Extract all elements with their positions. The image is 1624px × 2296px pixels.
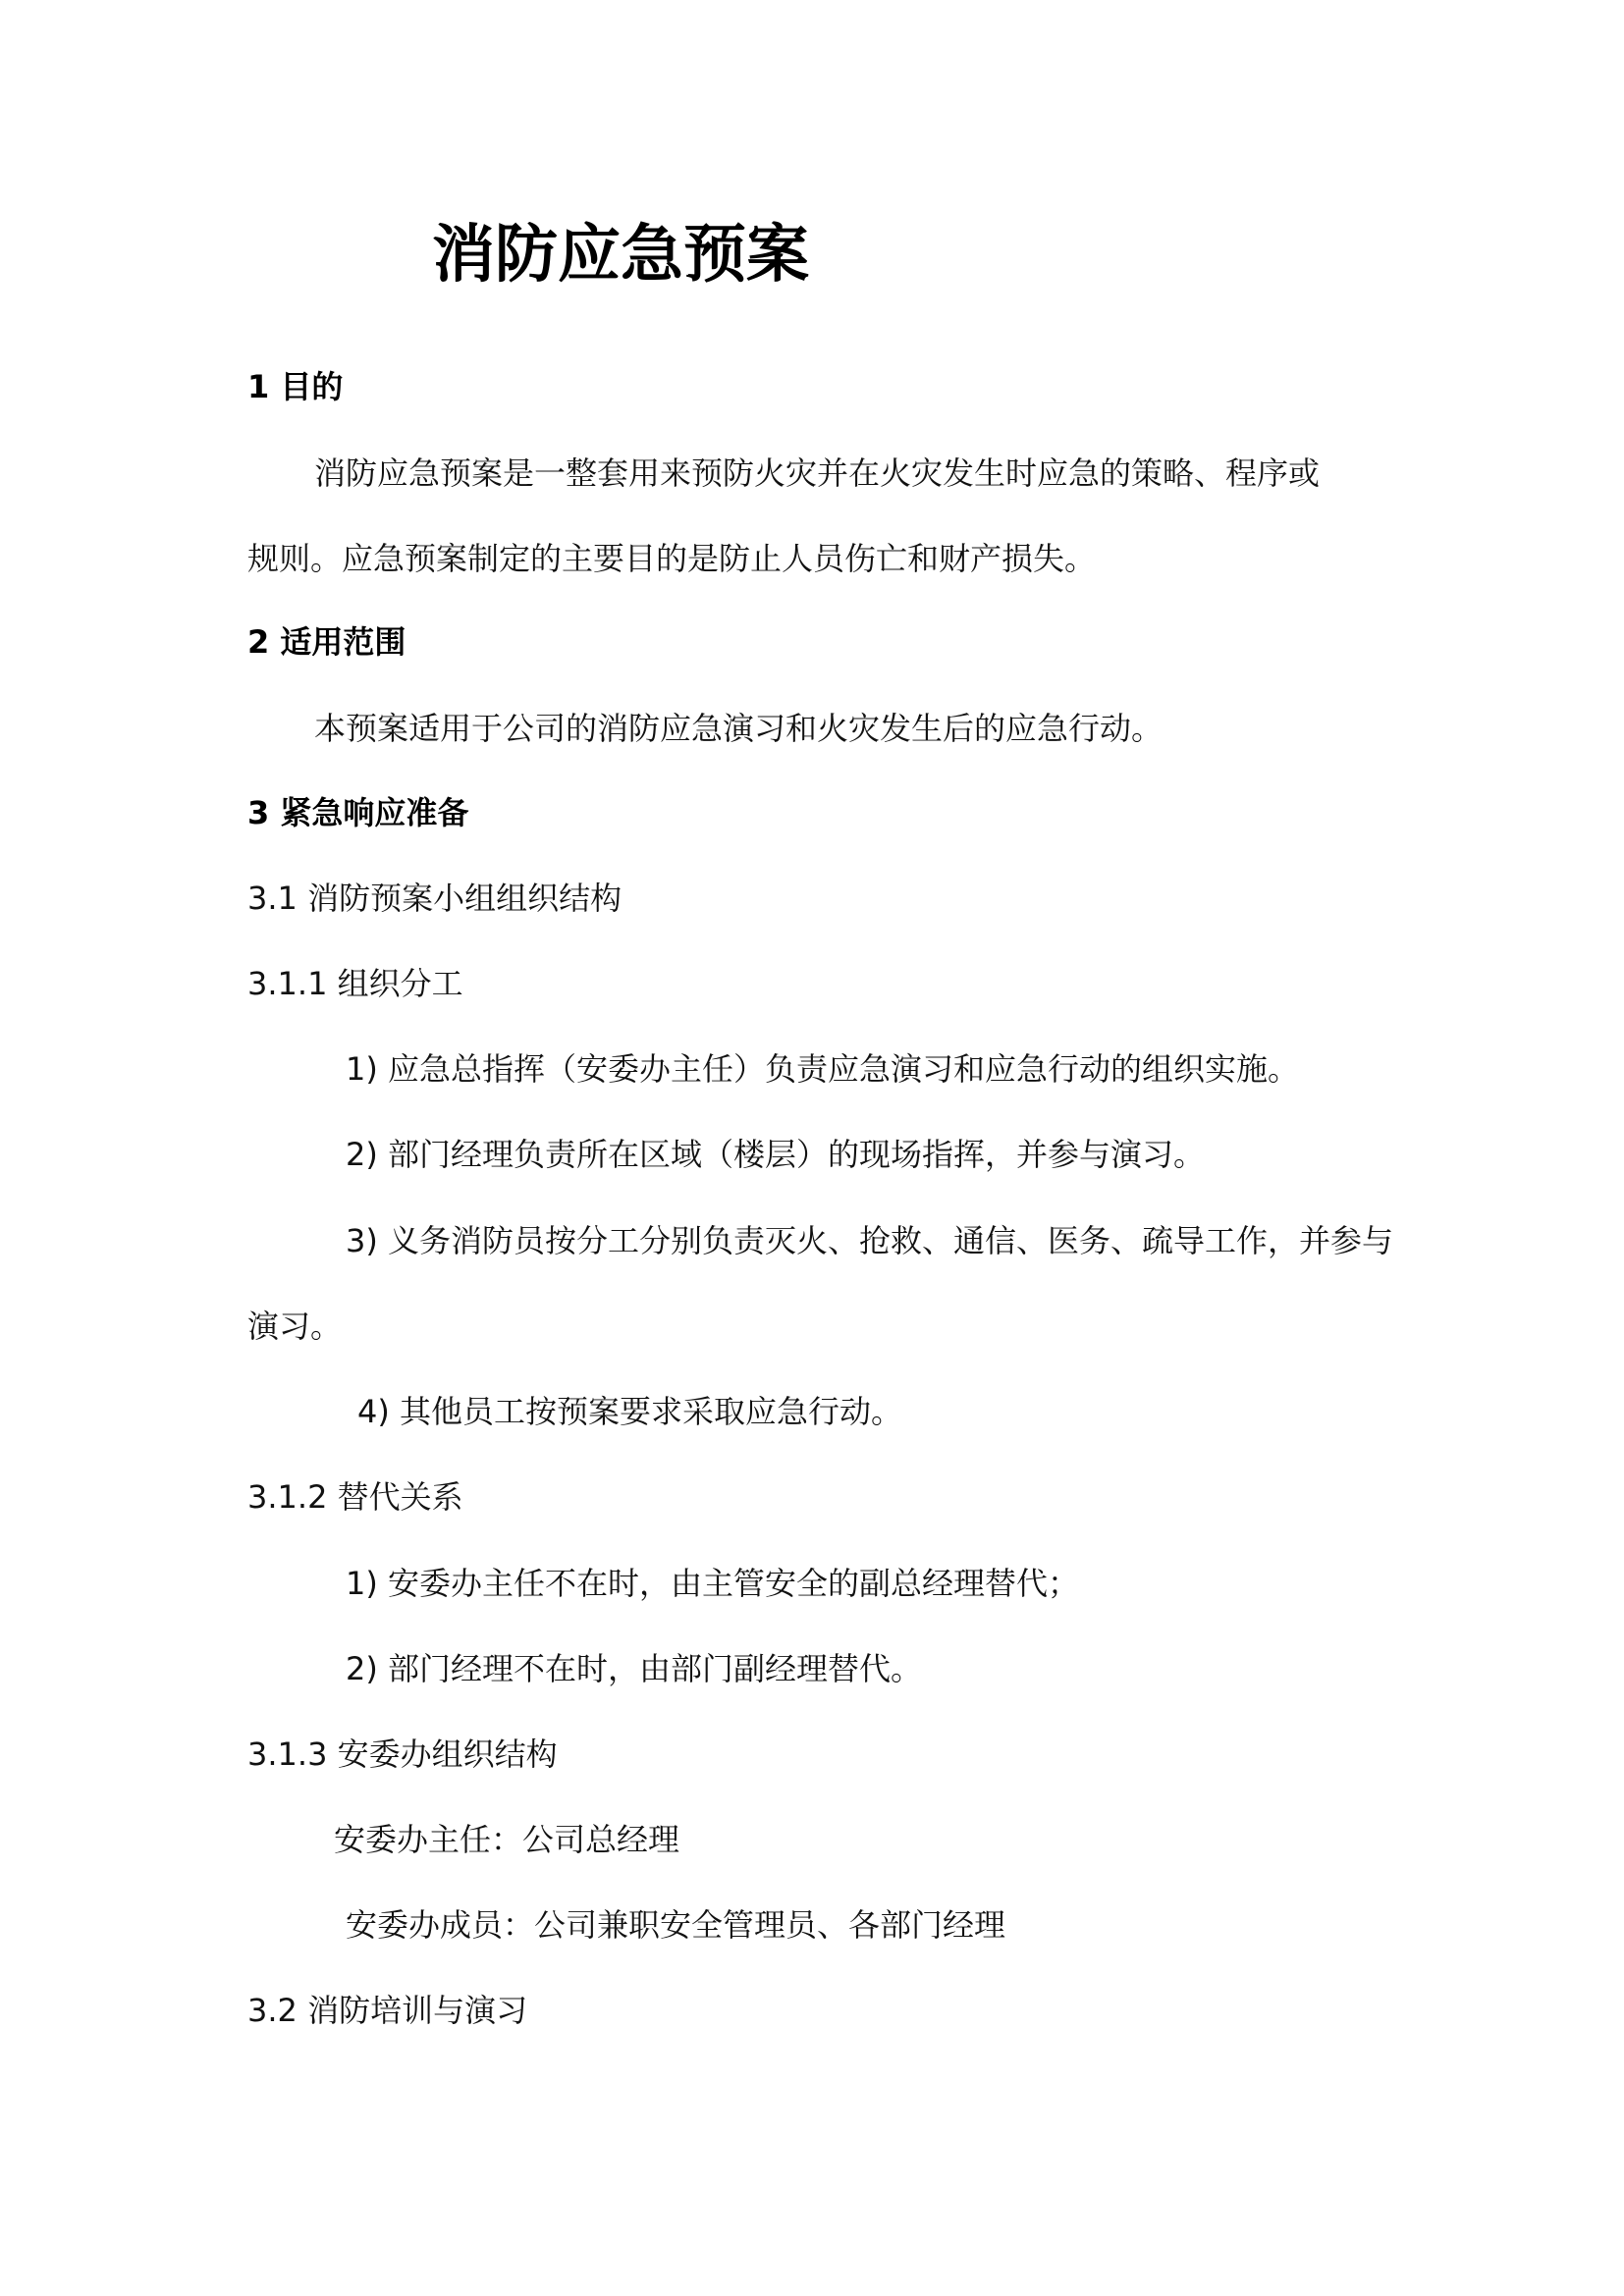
subsection-3-1-1-heading: 3.1.1 组织分工: [247, 965, 463, 1002]
subsection-3-2-heading: 3.2 消防培训与演习: [247, 1992, 528, 2029]
list-item-continuation: 演习。: [247, 1308, 343, 1345]
list-item: 1) 应急总指挥（安委办主任）负责应急演习和应急行动的组织实施。: [346, 1050, 1300, 1088]
section-2-heading: 2 适用范围: [247, 623, 406, 661]
subsection-3-1-heading: 3.1 消防预案小组组织结构: [247, 880, 623, 917]
list-item: 2) 部门经理负责所在区域（楼层）的现场指挥，并参与演习。: [346, 1136, 1206, 1173]
list-item: 4) 其他员工按预案要求采取应急行动。: [357, 1393, 903, 1430]
org-director-line: 安委办主任：公司总经理: [334, 1821, 680, 1858]
section-1-heading: 1 目的: [247, 368, 344, 405]
list-item: 2) 部门经理不在时，由部门副经理替代。: [346, 1650, 923, 1687]
subsection-3-1-3-heading: 3.1.3 安委办组织结构: [247, 1735, 558, 1773]
section-1-paragraph-line-2: 规则。应急预案制定的主要目的是防止人员伤亡和财产损失。: [247, 540, 1097, 577]
org-members-line: 安委办成员：公司兼职安全管理员、各部门经理: [346, 1906, 1006, 1944]
list-item: 1) 安委办主任不在时，由主管安全的副总经理替代；: [346, 1565, 1080, 1602]
section-3-heading: 3 紧急响应准备: [247, 794, 469, 831]
subsection-3-1-2-heading: 3.1.2 替代关系: [247, 1478, 463, 1516]
list-item: 3) 义务消防员按分工分别负责灭火、抢救、通信、医务、疏导工作，并参与: [346, 1222, 1394, 1259]
document-title: 消防应急预案: [432, 219, 809, 292]
section-1-paragraph-line-1: 消防应急预案是一整套用来预防火灾并在火灾发生时应急的策略、程序或: [314, 454, 1321, 492]
section-2-paragraph: 本预案适用于公司的消防应急演习和火灾发生后的应急行动。: [314, 710, 1164, 747]
